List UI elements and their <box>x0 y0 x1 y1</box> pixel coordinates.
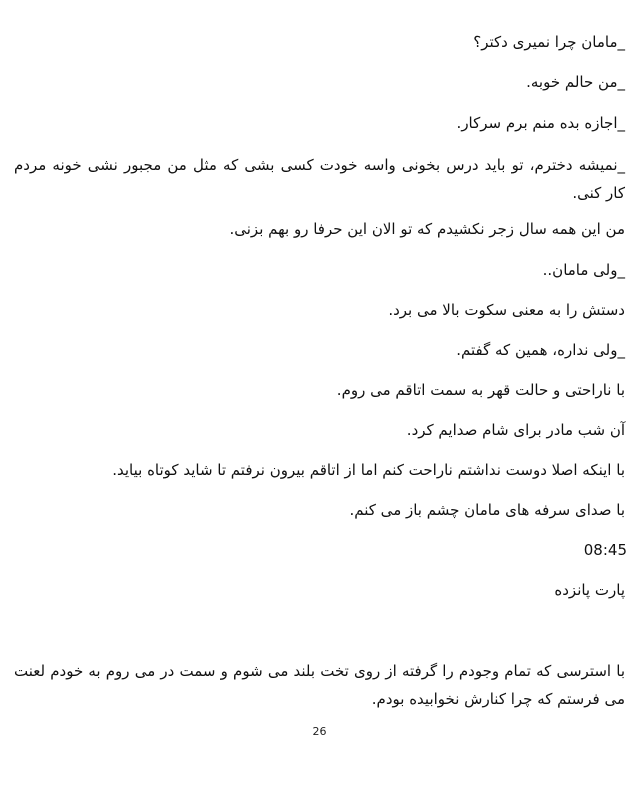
page-number: 26 <box>312 725 327 738</box>
dialogue-line: _اجازه بده منم برم سرکار. <box>456 114 625 132</box>
narrative-line: آن شب مادر برای شام صدایم کرد. <box>406 421 625 439</box>
narrative-line: من این همه سال زجر نکشیدم که تو الان این حرفا رو بهم بزنی. <box>229 220 625 238</box>
narrative-line: با صدای سرفه های مامان چشم باز می کنم. <box>349 501 625 519</box>
narrative-line: با اینکه اصلا دوست نداشتم ناراحت کنم اما از اتاقم بیرون نرفتم تا شاید کوتاه بیاید. <box>112 461 625 479</box>
dialogue-paragraph: _نمیشه دخترم، تو باید درس بخونی واسه خودت کسی بشی که مثل من مجبور نشی خونه مردم کار کنی. <box>14 156 625 202</box>
dialogue-line: _ولی نداره، همین که گفتم. <box>456 341 625 359</box>
narrative-line: دستش را به معنی سکوت بالا می برد. <box>388 301 625 319</box>
part-title: پارت پانزده <box>554 581 625 599</box>
dialogue-line: _من حالم خوبه. <box>526 73 625 91</box>
dialogue-line: _ولی مامان.. <box>542 261 625 279</box>
final-paragraph: با استرسی که تمام وجودم را گرفته از روی تخت بلند می شوم و سمت در می روم به خودم لعنت می فرستم که چرا کنارش نخوابیده بودم. <box>14 662 625 708</box>
time-stamp: 08:45 <box>583 541 627 559</box>
narrative-line: با ناراحتی و حالت قهر به سمت اتاقم می روم. <box>336 381 625 399</box>
dialogue-line: _مامان چرا نمیری دکتر؟ <box>473 33 625 51</box>
